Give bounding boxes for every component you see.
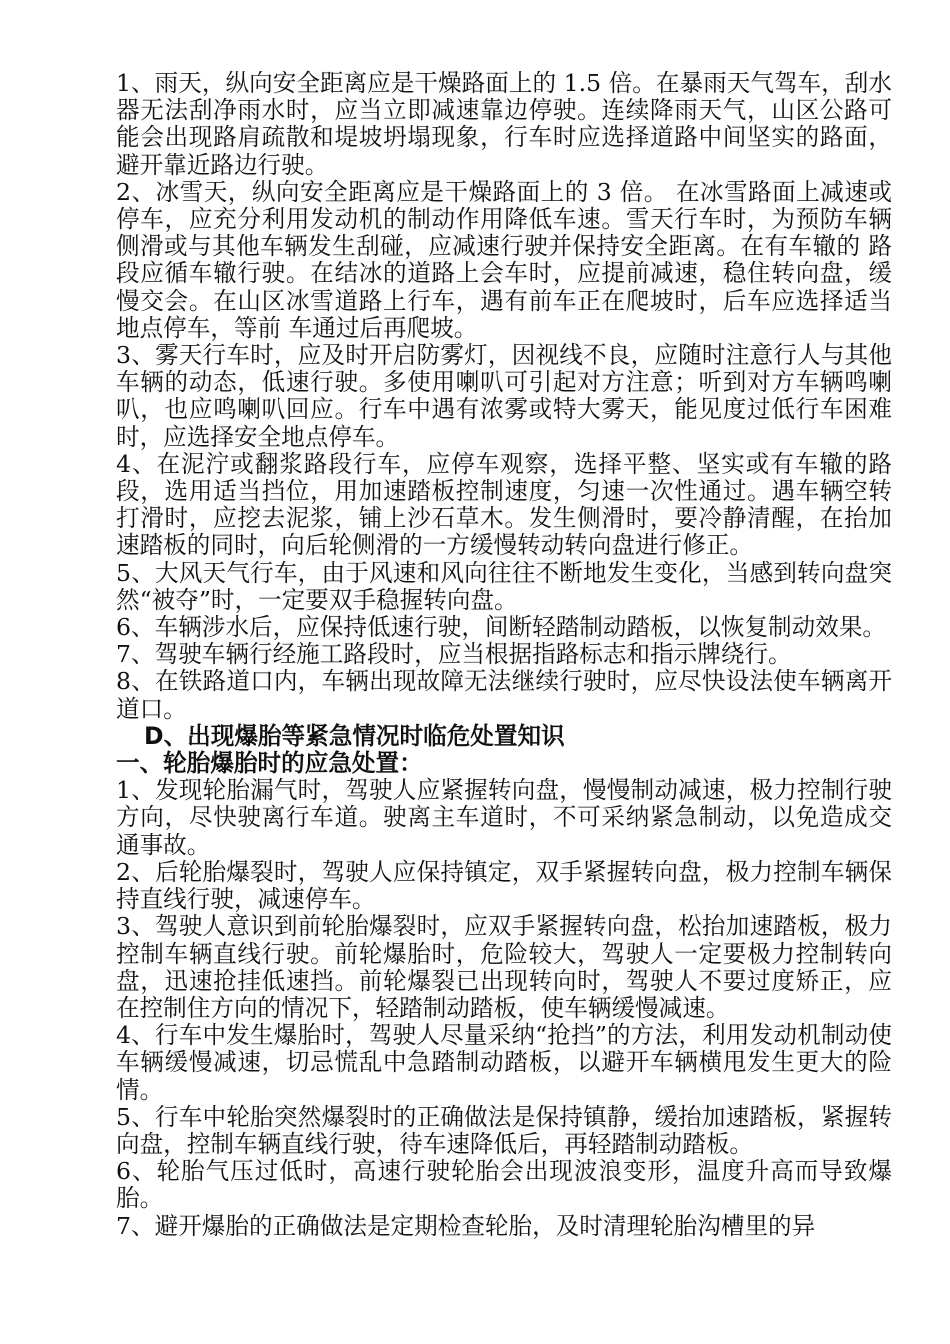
tire-paragraph-2: 2、后轮胎爆裂时，驾驶人应保持镇定，双手紧握转向盘，极力控制车辆保持直线行驶，减速停车。: [116, 857, 892, 914]
rule-paragraph-8: 8、在铁路道口内，车辆出现故障无法继续行驶时，应尽快设法使车辆离开道口。: [116, 667, 892, 723]
rule-paragraph-7: 7、驾驶车辆行经施工路段时，应当根据指路标志和指示牌绕行。: [116, 640, 792, 669]
rule-paragraph-4: 4、在泥泞或翻浆路段行车，应停车观察，选择平整、坚实或有车辙的路段，选用适当挡位，用加速踏板控制速度，匀速一次性通过。遇车辆空转打滑时，应挖去泥浆，铺上沙石草木。发生侧滑时，要冷静清醒，在抬加速踏板的同时，向后轮侧滑的一方缓慢转动转向盘进行修正。: [116, 449, 892, 560]
tire-paragraph-7: 7、避开爆胎的正确做法是定期检查轮胎，及时清理轮胎沟槽里的异: [116, 1211, 816, 1240]
tire-paragraph-4: 4、行车中发生爆胎时，驾驶人尽量采纳“抢挡”的方法，利用发动机制动使车辆缓慢减速，切忌慌乱中急踏制动踏板，以避开车辆横甩发生更大的险情。: [116, 1021, 892, 1104]
tire-paragraph-5: 5、行车中轮胎突然爆裂时的正确做法是保持镇静，缓抬加速踏板，紧握转向盘，控制车辆直线行驶，待车速降低后，再轻踏制动踏板。: [116, 1102, 892, 1158]
rule-paragraph-6: 6、车辆涉水后，应保持低速行驶，间断轻踏制动踏板，以恢复制动效果。: [116, 613, 887, 642]
rule-paragraph-5: 5、大风天气行车，由于风速和风向往往不断地发生变化，当感到转向盘突然“被夺”时，一定要双手稳握转向盘。: [116, 558, 892, 614]
section-heading-d: D、出现爆胎等紧急情况时临危处置知识: [144, 721, 565, 750]
tire-paragraph-1: 1、发现轮胎漏气时，驾驶人应紧握转向盘，慢慢制动减速，极力控制行驶方向，尽快驶离行车道。驶离主车道时，不可采纳紧急制动，以免造成交通事故。: [116, 776, 892, 859]
rule-paragraph-2: 2、冰雪天，纵向安全距离应是干燥路面上的 3 倍。 在冰雪路面上减速或停车，应充分利用发动机的制动作用降低车速。雪天行车时，为预防车辆侧滑或与其他车辆发生刮碰，应减速行驶并保持安全距离。在有车辙的 路段应循车辙行驶。在结冰的道路上会车时，应提前减速，稳住转向盘，缓慢交会。在山区冰雪道路上行车，遇有前车正在爬坡时，后车应选择适当地点停车，等前 车通过后再爬坡。: [116, 177, 892, 342]
subsection-heading-tire-blowout: 一、轮胎爆胎时的应急处置：: [116, 749, 423, 778]
tire-paragraph-6: 6、轮胎气压过低时，高速行驶轮胎会出现波浪变形，温度升高而导致爆胎。: [116, 1157, 892, 1213]
document-page: [116, 70, 892, 1240]
rule-paragraph-1: 1、雨天，纵向安全距离应是干燥路面上的 1.5 倍。在暴雨天气驾车，刮水器无法刮净雨水时，应当立即减速靠边停驶。连续降雨天气，山区公路可能会出现路肩疏散和堤坡坍塌现象，行车时应选择道路中间坚实的路面，避开靠近路边行驶。: [116, 69, 892, 179]
tire-paragraph-3: 3、驾驶人意识到前轮胎爆裂时，应双手紧握转向盘，松抬加速踏板，极力控制车辆直线行驶。前轮爆胎时，危险较大，驾驶人一定要极力控制转向盘，迅速抢挂低速挡。前轮爆裂已出现转向时，驾驶人不要过度矫正，应在控制住方向的情况下，轻踏制动踏板，使车辆缓慢减速。: [116, 912, 892, 1022]
rule-paragraph-3: 3、雾天行车时，应及时开启防雾灯，因视线不良，应随时注意行人与其他车辆的动态，低速行驶。多使用喇叭可引起对方注意；听到对方车辆鸣喇叭，也应鸣喇叭回应。行车中遇有浓雾或特大雾天，能见度过低行车困难时，应选择安全地点停车。: [116, 341, 892, 451]
